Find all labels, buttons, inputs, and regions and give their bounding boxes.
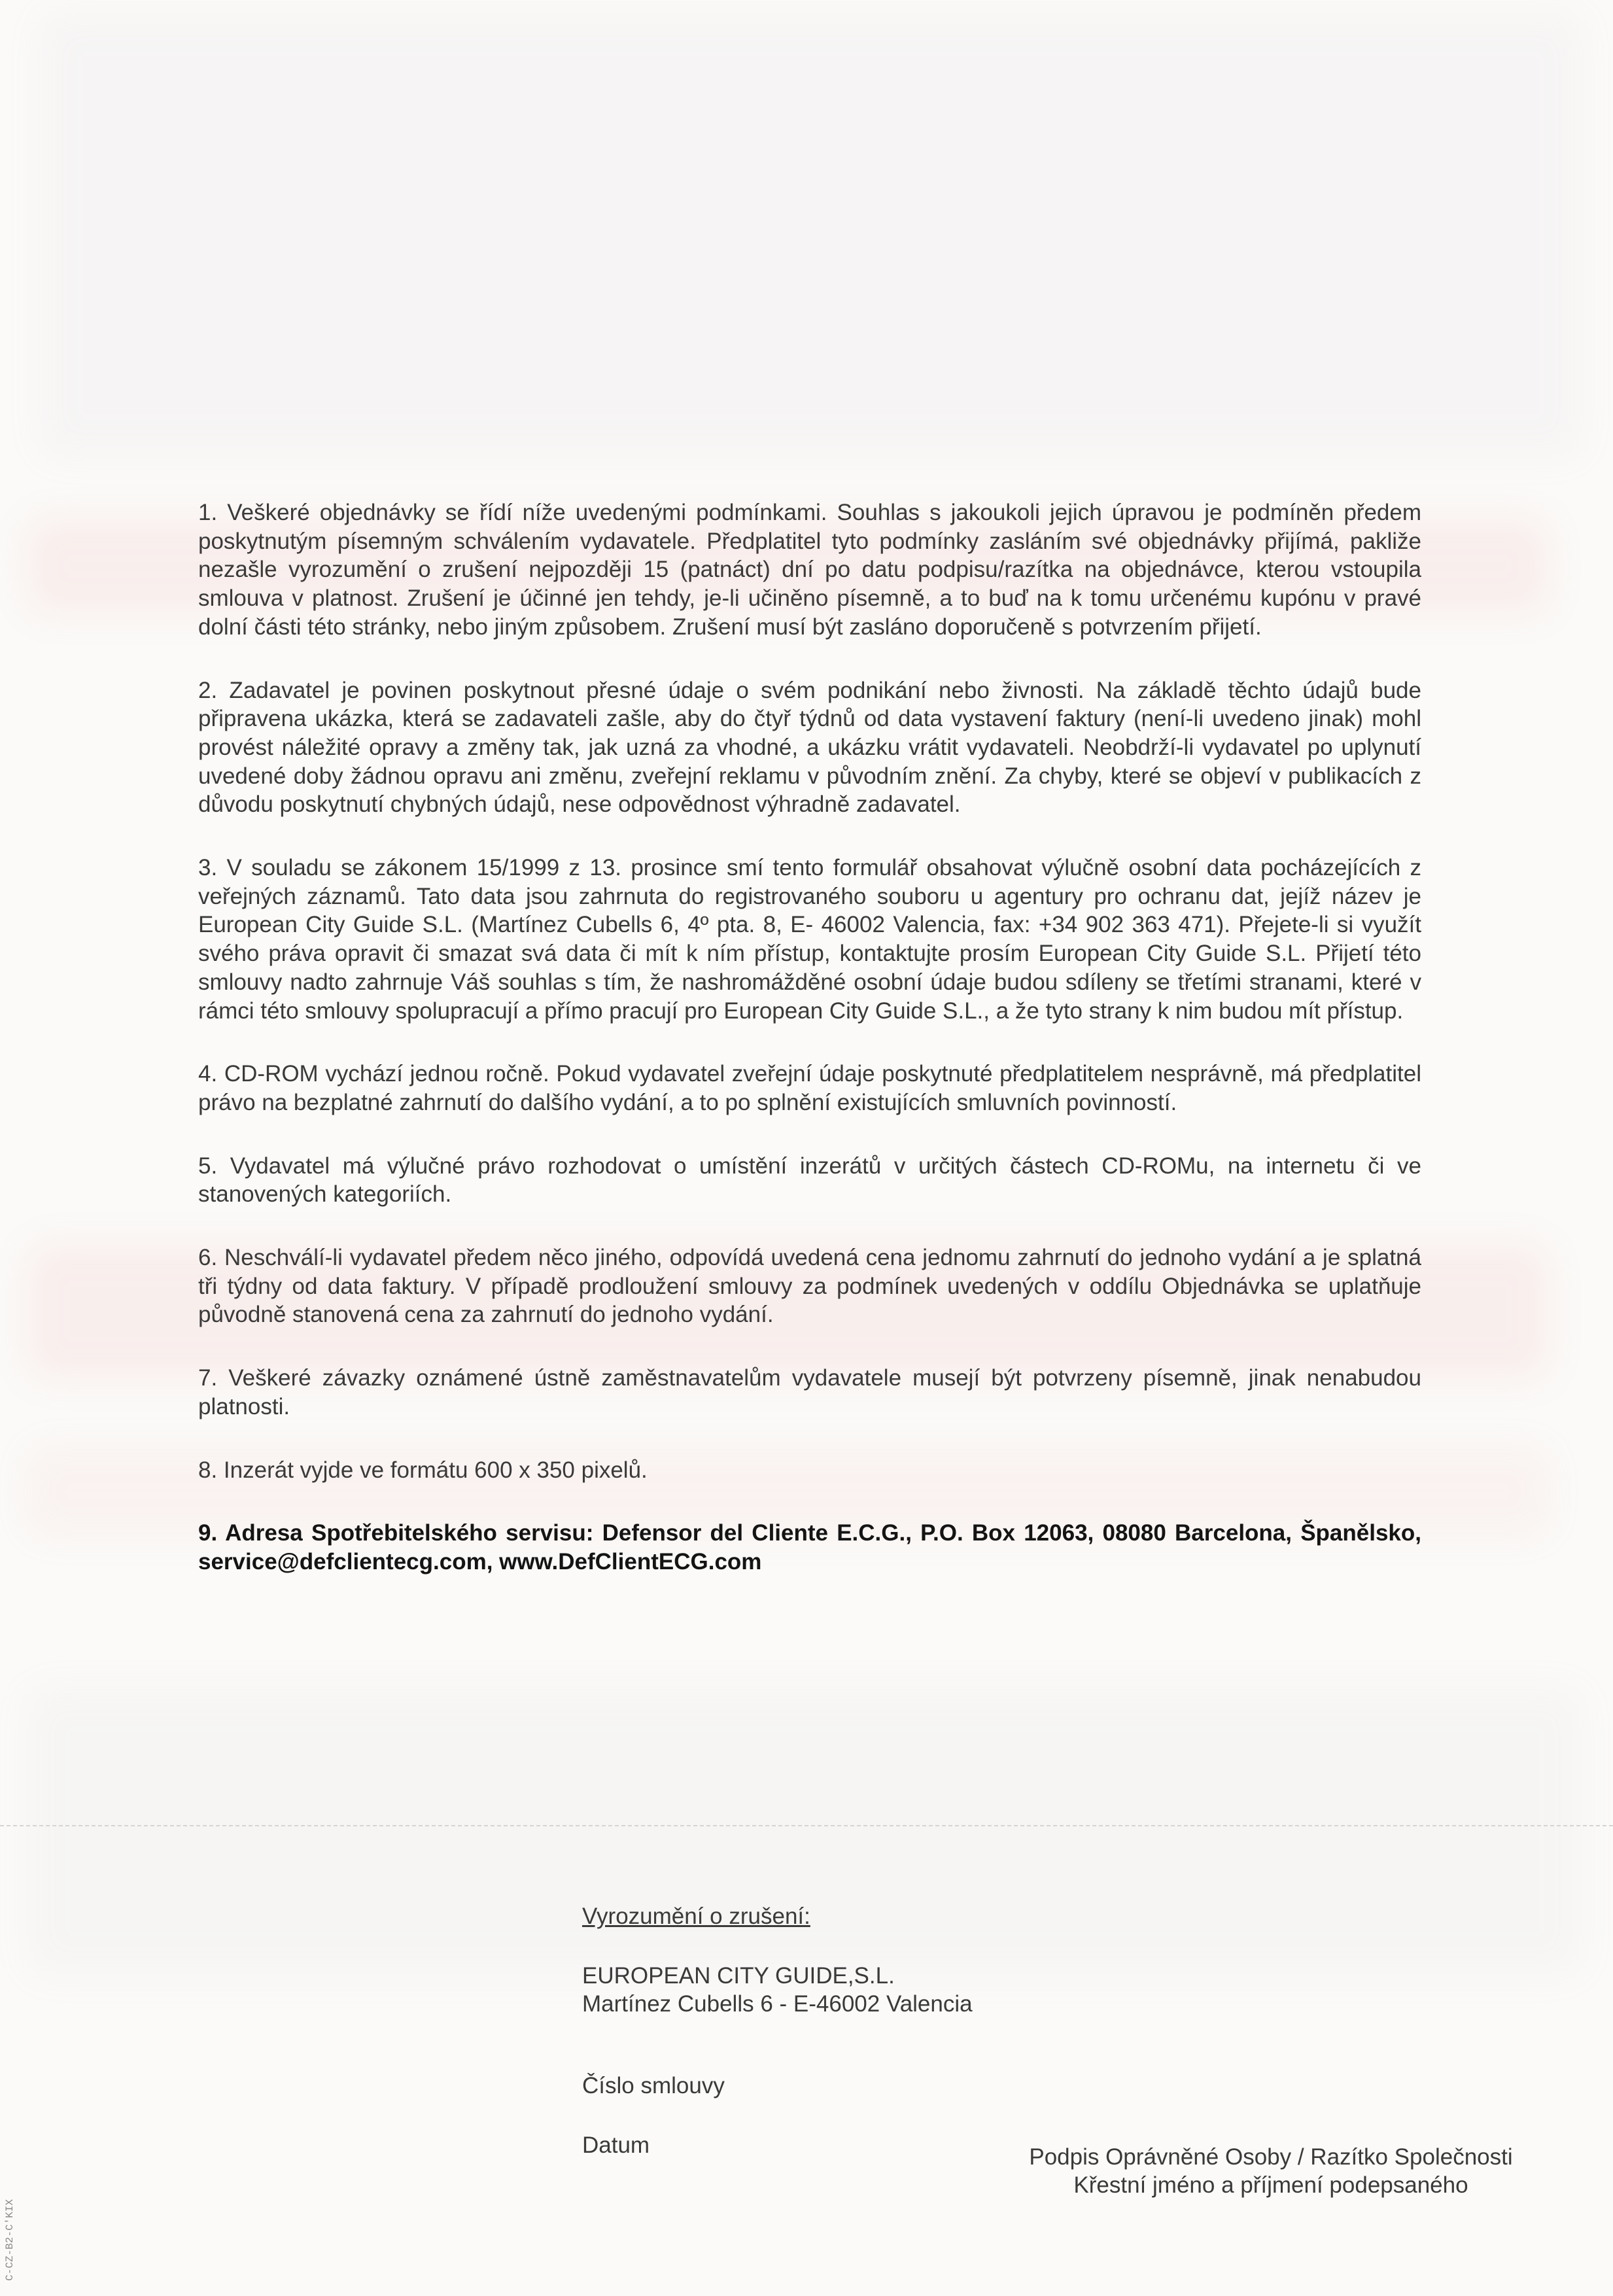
term-paragraph: 8. Inzerát vyjde ve formátu 600 x 350 pixelů. <box>198 1457 648 1483</box>
term-paragraph: 6. Neschválí-li vydavatel předem něco jiného, odpovídá uvedená cena jednomu zahrnutí do jednoho vydání a je splatná tři týdny od data faktury. V případě prodloužení smlouvy za podmínek uvedených v oddílu Objednávka se uplatňuje původně stanovená cena za zahrnutí do jednoho vydání. <box>198 1245 1421 1328</box>
signature-block <box>968 2143 1574 2199</box>
company-address: Martínez Cubells 6 - E-46002 Valencia <box>582 1991 973 2017</box>
cancellation-heading: Vyrozumění o zrušení: <box>582 1904 810 1929</box>
term-paragraph: 3. V souladu se zákonem 15/1999 z 13. prosince smí tento formulář obsahovat výlučně osobní data pocházejících z veřejných záznamů. Tato data jsou zahrnuta do registrovaného souboru u agentury pro ochranu dat, jejíž název je European City Guide S.L. (Martínez Cubells 6, 4º pta. 8, E- 46002 Valencia, fax: +34 902 363 471). Přejete-li si využít svého práva opravit či smazat svá data či mít k ním přístup, kontaktujte prosím European City Guide S.L. Přijetí této smlouvy nadto zahrnuje Váš souhlas s tím, že nashromážděné osobní údaje budou sdíleny se třetími stranami, které v rámci této smlouvy spolupracují a přímo pracují pro European City Guide S.L., a že tyto strany k nim budou mít přístup. <box>198 855 1421 1024</box>
company-name: EUROPEAN CITY GUIDE,S.L. <box>582 1963 895 1989</box>
term-paragraph: 5. Vydavatel má výlučné právo rozhodovat o umístění inzerátů v určitých částech CD-ROMu, na internetu či ve stanovených kategoriích. <box>198 1153 1421 1208</box>
signer-name-label: Křestní jméno a příjmení podepsaného <box>1073 2172 1468 2198</box>
signature-label: Podpis Oprávněné Osoby / Razítko Společnosti <box>1029 2144 1513 2170</box>
show-through-top <box>39 13 1583 458</box>
fold-line <box>0 1825 1613 1826</box>
term-paragraph: 4. CD-ROM vychází jednou ročně. Pokud vydavatel zveřejní údaje poskytnuté předplatitelem nesprávně, má předplatitel právo na bezplatné zahrnutí do dalšího vydání, a to po splnění existujících smluvních povinností. <box>198 1061 1421 1115</box>
term-paragraph: 7. Veškeré závazky oznámené ústně zaměstnavatelům vydavatele musejí být potvrzeny písemně, jinak nenabudou platnosti. <box>198 1365 1421 1419</box>
form-code: C-CZ-B2-C'KIX <box>4 2199 16 2281</box>
date-label: Datum <box>582 2132 650 2158</box>
terms-and-conditions <box>198 498 1421 1611</box>
contract-number-label: Číslo smlouvy <box>582 2073 725 2098</box>
term-paragraph: 1. Veškeré objednávky se řídí níže uvedenými podmínkami. Souhlas s jakoukoli jejich úpravou je podmíněn předem poskytnutým písemným schválením vydavatele. Předplatitel tyto podmínky zasláním své objednávky přijímá, pakliže nezašle vyrozumění o zrušení nejpozději 15 (patnáct) dní po datu podpisu/razítka na objednávce, kterou vstoupila smlouva v platnost. Zrušení je účinné jen tehdy, je-li učiněno písemně, a to buď na k tomu určenému kupónu v pravé dolní části této stránky, nebo jiným způsobem. Zrušení musí být zasláno doporučeně s potvrzením přijetí. <box>198 500 1421 640</box>
cancellation-notice <box>582 1902 973 2159</box>
consumer-service-address: 9. Adresa Spotřebitelského servisu: Defensor del Cliente E.C.G., P.O. Box 12063, 08080 Barcelona, Španělsko, service@defclientecg.com, www.DefClientECG.com <box>198 1520 1421 1574</box>
term-paragraph: 2. Zadavatel je povinen poskytnout přesné údaje o svém podnikání nebo živnosti. Na základě těchto údajů bude připravena ukázka, která se zadavateli zašle, aby do čtyř týdnů od data vystavení faktury (není-li uvedeno jinak) mohl provést náležité opravy a změny tak, jak uzná za vhodné, a ukázku vrátit vydavateli. Neobdrží-li vydavatel po uplynutí uvedené doby žádnou opravu ani změnu, zveřejní reklamu v původním znění. Za chyby, které se objeví v publikacích z důvodu poskytnutí chybných údajů, nese odpovědnost výhradně zadavatel. <box>198 677 1421 818</box>
